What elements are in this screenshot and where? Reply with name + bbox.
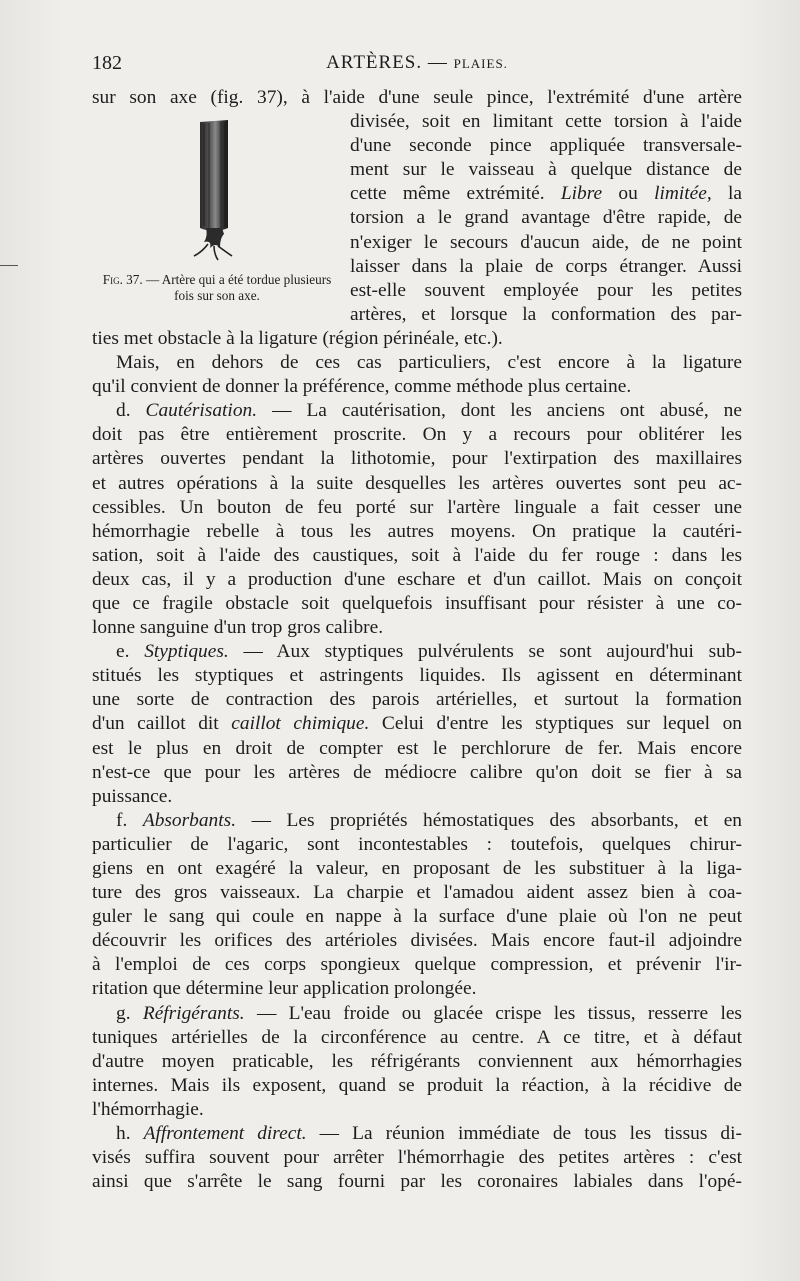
body-text [92,86,742,1194]
text-line: visés suffira souvent pour arrêter l'hémorrhagie des petites artères : c'est [92,1147,742,1169]
text-line: que ce fragile obstacle soit quelquefois insuffisant pour résister à une co- [92,592,742,614]
text-line: cessibles. Un bouton de feu porté sur l'artère linguale a fait cesser une [92,496,742,518]
page-number: 182 [92,52,122,74]
section-e-heading: e. Styptiques. — Aux styptiques pulvérulents se sont aujourd'hui sub- [116,641,742,663]
section-d-heading: d. Cautérisation. — La cautérisation, dont les anciens ont abusé, ne [116,400,742,422]
text-line: découvrir les orifices des artérioles divisées. Mais encore faut-il adjoindre [92,930,742,952]
text-line: particulier de l'agaric, sont incontestables : toutefois, quelques chirur- [92,833,742,855]
text-line: Mais, en dehors de ces cas particuliers, c'est encore à la ligature [116,352,742,374]
text-line: ture des gros vaisseaux. La charpie et l'amadou aident assez bien à coa- [92,882,742,904]
text-line: qu'il convient de donner la préférence, comme méthode plus certaine. [92,376,632,398]
section-f-heading: f. Absorbants. — Les propriétés hémostatiques des absorbants, et en [116,809,742,831]
text-line: est-elle souvent employée pour les petites [350,279,742,301]
figure-caption-text: — Artère qui a été tordue plusieurs fois sur son axe. [145,272,332,303]
text-line: sation, soit à l'aide des caustiques, soit à l'aide du fer rouge : dans les [92,544,742,566]
text-line: laisser dans la plaie de corps étranger. Aussi [350,255,742,277]
text-line: d'une seconde pince appliquée transversale- [350,135,742,157]
chapter-title: ARTÈRES. [326,52,423,73]
text-line: stitués les styptiques et astringents liquides. Ils agissent en déterminant [92,665,742,687]
text-line: ties met obstacle à la ligature (région périnéale, etc.). [92,327,503,349]
text-line: torsion a le grand avantage d'être rapide, de [350,207,742,229]
text-line: ainsi que s'arrête le sang fourni par les coronaires labiales dans l'opé- [92,1171,742,1193]
section-title: PLAIES. [453,56,508,71]
text-line: à l'emploi de ces corps spongieux quelque compression, et prévenir l'ir- [92,954,742,976]
running-head [92,52,742,76]
text-line: divisée, soit en limitant cette torsion à l'aide [350,111,742,133]
figure-label: Fig. 37. [102,272,143,287]
text-line: ment sur le vaisseau à quelque distance de [350,159,742,181]
text-line: doit pas être entièrement proscrite. On y a recours pour oblitérer les [92,424,742,446]
text-line: artères, et lorsque la conformation des par- [350,303,742,325]
text-line: n'exiger le secours d'aucun aide, de ne point [350,231,742,253]
text-line: l'hémorrhagie. [92,1098,204,1120]
margin-mark [0,265,18,266]
text-line: tuniques artérielles de la circonférence au centre. A ce titre, et à défaut [92,1026,742,1048]
text-line: guler le sang qui coule en nappe à la surface d'une plaie où l'on ne peut [92,906,742,928]
running-title [92,52,742,74]
text-line: ritation que détermine leur application prolongée. [92,978,477,1000]
text-line: et autres opérations à la suite desquelles les artères ouvertes sont peu ac- [92,472,742,494]
text-line: hémorrhagie rebelle à tous les autres moyens. On pratique la cautéri- [92,520,742,542]
text-line: artères ouvertes pendant la lithotomie, pour l'extirpation des maxillaires [92,448,742,470]
text-line: deux cas, il y a production d'une eschare et d'un caillot. Mais on conçoit [92,568,742,590]
text-line: d'un caillot dit caillot chimique. Celui d'entre les styptiques sur lequel on [92,713,742,735]
text-line: puissance. [92,785,173,807]
text-line: internes. Mais ils exposent, quand se produit la réaction, à la récidive de [92,1074,742,1096]
text-line: giens en ont exagéré la valeur, en proposant de les substituer à la liga- [92,858,742,879]
text-line: sur son axe (fig. 37), à l'aide d'une seule pince, l'extrémité d'une artère [92,87,742,108]
text-line: lonne sanguine d'un trop gros calibre. [92,617,384,639]
section-g-heading: g. Réfrigérants. — L'eau froide ou glacée crispe les tissus, resserre les [116,1002,742,1024]
section-h-heading: h. Affrontement direct. — La réunion immédiate de tous les tissus di- [116,1123,742,1145]
text-line: est le plus en droit de compter est le perchlorure de fer. Mais encore [92,737,742,759]
title-separator: — [427,52,448,73]
text-line: d'autre moyen praticable, les réfrigérants conviennent aux hémorrhagies [92,1050,742,1072]
text-line: cette même extrémité. Libre ou limitée, la [350,183,742,205]
text-line: n'est-ce que pour les artères de médiocre calibre qu'on doit se fier à sa [92,761,742,783]
text-line: une sorte de contraction des parois artérielles, et surtout la formation [92,689,742,711]
